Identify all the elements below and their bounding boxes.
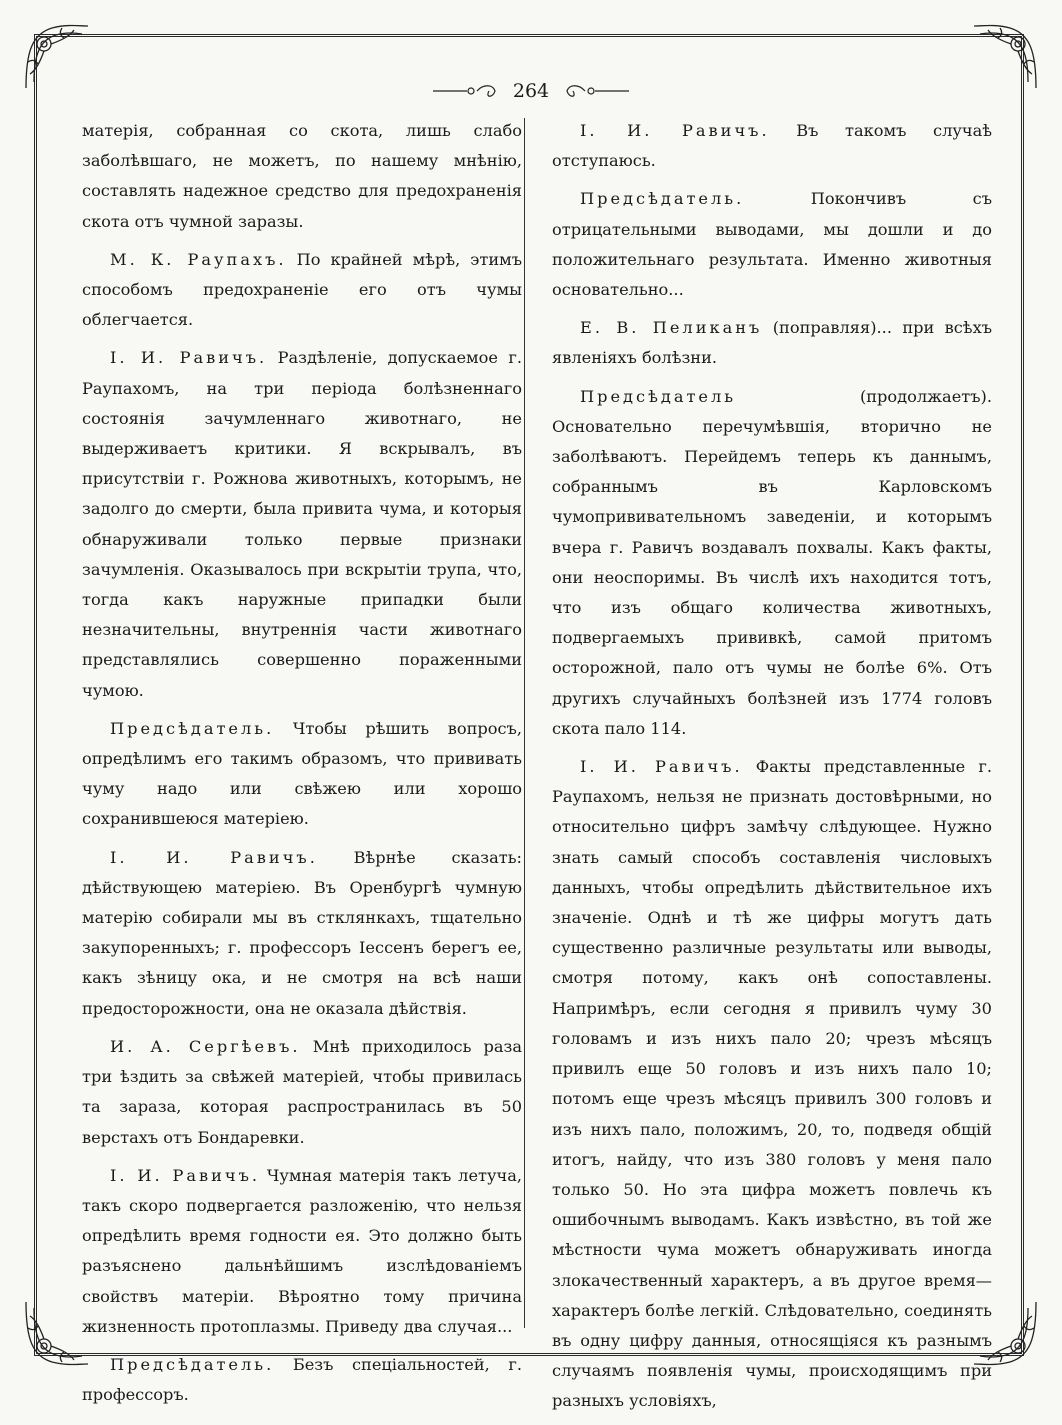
left-column <box>82 116 522 1418</box>
speaker-name: І. И. Равичъ. <box>580 757 743 777</box>
paragraph <box>82 1032 522 1153</box>
paragraph-text: Вѣрнѣе сказать: дѣйствующею матеріею. Въ Оренбургѣ чумную матерію собирали мы въ стклянкахъ, тщательно закупоренныхъ; г. профессоръ Іессенъ берегъ ее, какъ зѣницу ока, и не смотря на всѣ наши предосторожности, она не оказала дѣйствія. <box>82 847 522 1018</box>
speaker-name: Предсѣдатель. <box>110 718 275 738</box>
page-number: 264 <box>512 79 550 102</box>
paragraph-text: (продолжаетъ). Основательно перечумѣвшія, вторично не заболѣваютъ. Перейдемъ теперь къ даннымъ, собраннымъ въ Карловскомъ чумопрививательномъ заведеніи, и которымъ вчера г. Равичъ воздавалъ похвалы. Какъ факты, они неоспоримы. Въ числѣ ихъ находится тотъ, что изъ общаго количества животныхъ, подвергаемыхъ прививкѣ, самой притомъ осторожной, пало отъ чумы не болѣе 6%. Отъ другихъ случайныхъ болѣзней изъ 1774 головъ скота пало 114. <box>552 386 992 738</box>
paragraph <box>552 184 992 305</box>
paragraph <box>82 245 522 336</box>
paragraph-text: Безъ спеціальностей, г. профессоръ. <box>82 1354 522 1405</box>
paragraph-text: (поправляя)... при всѣхъ явленіяхъ болѣзни. <box>552 318 992 368</box>
right-column <box>552 116 992 1425</box>
speaker-name: Предсѣдатель. <box>580 189 745 209</box>
speaker-name: І. И. Равичъ. <box>110 348 268 368</box>
right-header-ornament <box>559 84 629 98</box>
speaker-name: І. И. Равичъ. <box>580 121 770 140</box>
speaker-name: И. А. Сергѣевъ. <box>110 1036 301 1056</box>
paragraph-text: матерія, собранная со скота, лишь слабо заболѣвшаго, не можетъ, по нашему мнѣнію, составлять надежное средство для предохраненія скота отъ чумной заразы. <box>82 121 522 231</box>
speaker-name: Предсѣдатель <box>580 386 737 406</box>
paragraph <box>82 714 522 835</box>
column-divider <box>524 118 525 1328</box>
speaker-name: Предсѣдатель. <box>110 1354 275 1374</box>
paragraph-text: По крайней мѣрѣ, этимъ способомъ предохраненіе его отъ чумы облегчается. <box>82 249 522 330</box>
speaker-name: Е. В. Пеликанъ <box>580 318 763 338</box>
paragraph <box>552 313 992 373</box>
speaker-name: І. И. Равичъ. <box>110 1165 261 1185</box>
left-header-ornament <box>433 84 503 98</box>
paragraph-text: Раздѣленіе, допускаемое г. Раупахомъ, на три періода болѣзненнаго состоянія зачумленнаго животнаго, не выдерживаетъ критики. Я вскрывалъ, въ присутствіи г. Рожнова животныхъ, которымъ, не задолго до смерти, была привита чума, и которыя обнаруживали только первые признаки зачумленія. Оказывалось при вскрытіи трупа, что, тогда какъ наружные припадки были незначительны, внутреннія части животнаго представлялись совершенно пораженными чумою. <box>82 348 522 700</box>
paragraph <box>82 343 522 705</box>
paragraph-text: Въ такомъ случаѣ отступаюсь. <box>552 121 992 171</box>
speaker-name: М. К. Раупахъ. <box>110 249 287 269</box>
paragraph <box>552 382 992 744</box>
paragraph <box>552 752 992 1416</box>
paragraph <box>82 1350 522 1410</box>
page-header <box>0 78 1062 104</box>
paragraph-text: Покончивъ съ отрицательными выводами, мы дошли и до положительнаго результата. Именно животныя основательно... <box>552 189 992 300</box>
paragraph-text: Мнѣ приходилось раза три ѣздить за свѣжей матеріей, чтобы привилась та зараза, которая распространилась въ 50 верстахъ отъ Бондаревки. <box>82 1036 523 1147</box>
paragraph-text: Факты представленные г. Раупахомъ, нельзя не признать достовѣрными, но относительно цифръ замѣчу слѣдующее. Нужно знать самый способъ составленія числовыхъ данныхъ, чтобы опредѣлить дѣйствительное ихъ значеніе. Однѣ и тѣ же цифры могутъ дать существенно различные результаты или выводы, смотря потому, какъ онѣ сопоставлены. Напримѣръ, если сегодня я привилъ чуму 30 головамъ и изъ нихъ пало 20; чрезъ мѣсяцъ привилъ еще 50 головъ и изъ нихъ пало 10; потомъ еще чрезъ мѣсяцъ привилъ 300 головъ и изъ нихъ пало, положимъ, 20, то, подведя общій итогъ, найду, что изъ 380 головъ у меня пало только 50. Но эта цифра можетъ повлечь къ ошибочнымъ выводамъ. Какъ извѣстно, въ той же мѣстности чума можетъ обнаруживать иногда злокачественный характеръ, а въ другое время—характеръ болѣе легкій. Слѣдовательно, соединять въ одну цифру данныя, относящіяся къ разнымъ случаямъ появленія чумы, происходящимъ при разныхъ условіяхъ, <box>552 757 992 1411</box>
paragraph <box>82 116 522 237</box>
paragraph <box>552 116 992 176</box>
paragraph <box>82 1161 522 1342</box>
paragraph <box>82 843 522 1024</box>
paragraph-text: Чтобы рѣшить вопросъ, опредѣлимъ его такимъ образомъ, что прививать чуму надо или свѣжею или хорошо сохранившеюся матеріею. <box>82 718 522 829</box>
speaker-name: І. И. Равичъ. <box>110 847 318 867</box>
paragraph-text: Чумная матерія такъ летуча, такъ скоро подвергается разложенію, что нельзя опредѣлить время годности ея. Это должно быть разъяснено дальнѣйшимъ изслѣдованіемъ свойствъ матеріи. Вѣроятно тому причина жизненность протоплазмы. Приведу два случая... <box>82 1165 523 1336</box>
